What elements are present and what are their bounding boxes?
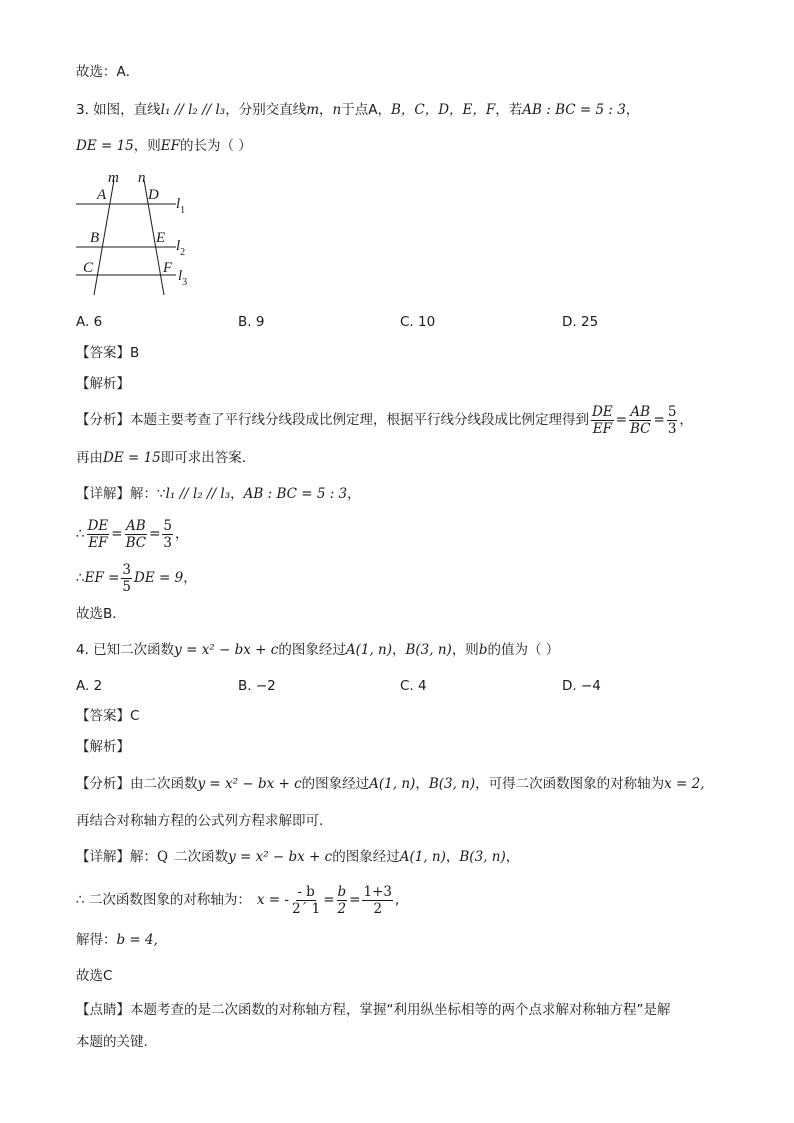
q4-fenxi: 【分析】由二次函数y = x² − bx + c的图象经过A(1, n)，B(3, n)，可得二次函数图象的对称轴为x = 2,	[76, 776, 705, 792]
label-l3: $l_3$	[178, 268, 188, 288]
q4-option-c: C. 4	[400, 678, 427, 694]
fraction: $\frac{5}{3}$	[163, 517, 173, 551]
fraction: $\frac{b}{2}$	[337, 883, 347, 917]
label-m: m	[108, 170, 119, 186]
q3-option-c: C. 10	[400, 314, 436, 330]
q4-option-b: B. −2	[238, 678, 276, 694]
q4-option-a: A. 2	[76, 678, 103, 694]
label-A: A	[97, 187, 107, 203]
fraction: $\frac{3}{5}$	[122, 561, 132, 595]
q4-axis-step: ∴ 二次函数图象的对称轴为： x = - $\frac{- b}{2´ 1}$ = $\frac{b}{2}$ = $\frac{1+3}{2}$ ,	[76, 883, 400, 917]
label-F: F	[163, 260, 173, 276]
q3-fenxi-line2: 再由DE = 15即可求出答案．	[76, 450, 256, 466]
q3-answer: 【答案】B	[76, 345, 140, 361]
parallel-lines: l₁ // l₂ // l₃	[160, 102, 226, 118]
q3-step1: ∴ $\frac{DE}{EF}$ = $\frac{AB}{BC}$ = $\frac{5}{3}$ ，	[76, 517, 189, 551]
fraction: $\frac{AB}{BC}$	[125, 517, 147, 551]
prev-answer-choice: 故选：A．	[76, 64, 140, 80]
q4-xiangjie: 【详解】解：Q 二次函数y = x² − bx + c的图象经过A(1, n)，B(3, n)，	[76, 849, 520, 865]
q3-option-a: A. 6	[76, 314, 103, 330]
q4-answer: 【答案】C	[76, 708, 140, 724]
q3-analysis-heading: 【解析】	[76, 376, 130, 392]
q4-solve: 解得：b = 4,	[76, 932, 158, 948]
q4-dianjing: 【点睛】本题考查的是二次函数的对称轴方程，掌握“利用纵坐标相等的两个点求解对称轴方程”是解	[76, 1002, 671, 1018]
label-D: D	[148, 187, 159, 203]
q3-option-d: D. 25	[562, 314, 599, 330]
q3-stem-line1: 3. 如图，直线l₁ // l₂ // l₃，分别交直线m，n于点A，B，C，D，E，F，若AB : BC = 5 : 3，	[76, 102, 640, 118]
q3-fenxi: 【分析】本题主要考查了平行线分线段成比例定理，根据平行线分线段成比例定理得到 $\frac{DE}{EF}$ = $\frac{AB}{BC}$ = $\frac{5}{3}$ ，	[76, 403, 693, 437]
label-n: n	[138, 170, 146, 186]
q4-analysis-heading: 【解析】	[76, 739, 130, 755]
q3-stem-line2: DE = 15，则EF的长为（ ）	[76, 138, 252, 154]
q4-choose: 故选C	[76, 968, 113, 984]
label-C: C	[83, 260, 94, 276]
label-E: E	[156, 230, 166, 246]
q3-choose: 故选B．	[76, 606, 126, 622]
q3-figure	[72, 168, 202, 298]
fraction: $\frac{DE}{EF}$	[87, 517, 109, 551]
label-l1: $l_1$	[176, 196, 186, 216]
q3-xiangjie: 【详解】解：∵l₁ // l₂ // l₃，AB : BC = 5 : 3，	[76, 486, 361, 502]
fraction: $\frac{AB}{BC}$	[630, 403, 651, 437]
q4-fenxi-line2: 再结合对称轴方程的公式列方程求解即可.	[76, 813, 324, 829]
q3-option-b: B. 9	[238, 314, 265, 330]
q3-step2: ∴EF = $\frac{3}{5}$ DE = 9，	[76, 561, 197, 595]
fraction: $\frac{5}{3}$	[667, 403, 677, 437]
fraction: $\frac{DE}{EF}$	[592, 403, 613, 437]
label-B: B	[90, 230, 100, 246]
q4-stem: 4. 已知二次函数y = x² − bx + c的图象经过A(1, n)，B(3, n)，则b的值为（ ）	[76, 642, 560, 658]
q4-option-d: D. −4	[562, 678, 601, 694]
fraction: $\frac{- b}{2´ 1}$	[291, 883, 321, 917]
label-l2: $l_2$	[176, 238, 186, 258]
ratio-expr: AB : BC = 5 : 3	[522, 102, 626, 118]
fraction: $\frac{1+3}{2}$	[363, 883, 392, 917]
q4-dianjing-line2: 本题的关键.	[76, 1034, 148, 1050]
